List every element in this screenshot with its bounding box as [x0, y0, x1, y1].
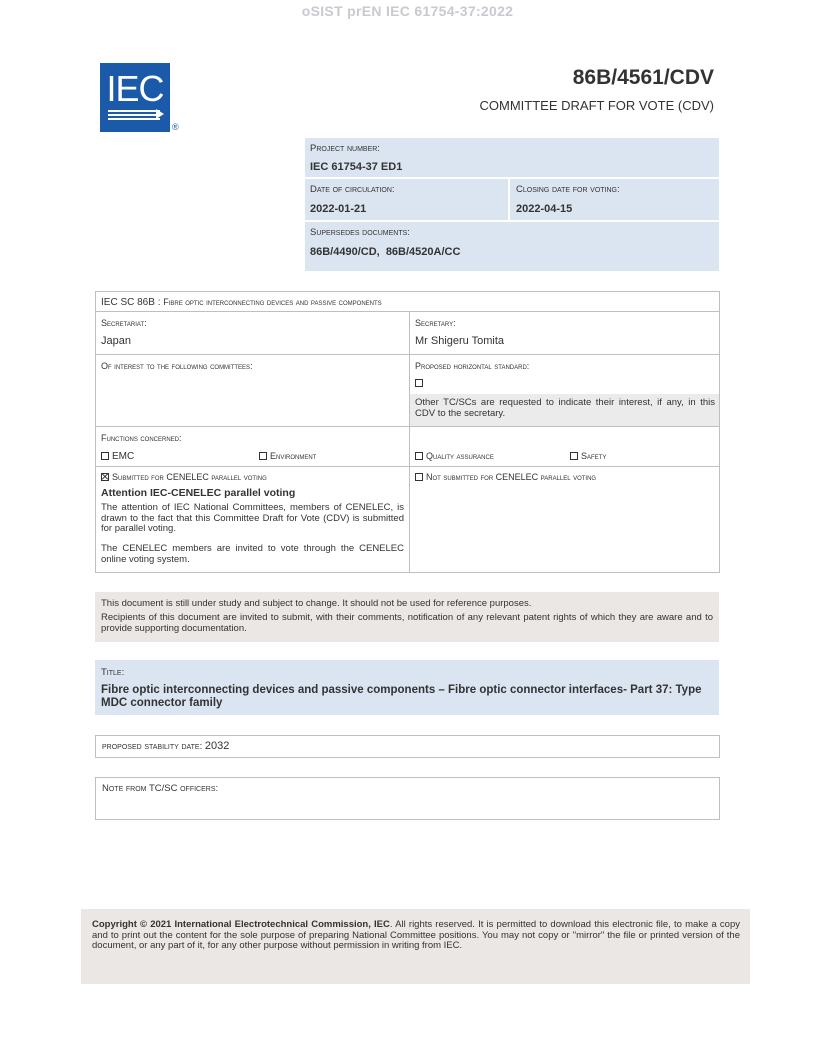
interest-label: Of interest to the following committees: [101, 361, 253, 371]
sc-prefix: IEC SC 86B : [101, 297, 164, 308]
notice-line-2: Recipients of this document are invited to submit, with their comments, notification of any relevant patent rights of which they are aware and to provide supporting documentation. [101, 612, 713, 634]
function-safety-label: Safety [581, 451, 607, 461]
secretariat-value: Japan [101, 335, 131, 347]
project-info-box [305, 138, 719, 271]
closing-date: 2022-04-15 [516, 203, 573, 215]
project-number: IEC 61754-37 ED1 [310, 161, 403, 173]
copyright-bold: Copyright © 2021 International Electrotechnical Commission, IEC [92, 919, 390, 930]
function-quality-label: Quality assurance [426, 451, 494, 461]
stability-date-box [95, 735, 720, 758]
study-notice [95, 592, 719, 642]
functions-label: Functions concerned: [101, 433, 182, 443]
title-block [95, 660, 719, 715]
checked-box-icon [101, 473, 109, 481]
stability-value: 2032 [204, 740, 230, 752]
circulation-date-label: Date of circulation: [310, 184, 395, 195]
project-number-label: Project number: [310, 143, 380, 154]
function-emc-label: EMC [112, 451, 135, 462]
stability-label: proposed stability date: [102, 741, 205, 752]
submitted-cenelec-label: Submitted for CENELEC parallel voting [112, 472, 267, 482]
function-environment[interactable] [259, 451, 316, 462]
document-type: COMMITTEE DRAFT FOR VOTE (CDV) [479, 98, 714, 113]
committee-table [95, 291, 720, 573]
secretary-value: Mr Shigeru Tomita [415, 335, 505, 347]
logo-text: IEC [106, 68, 164, 109]
supersedes-label: Supersedes documents: [310, 227, 410, 238]
sc-header [101, 297, 382, 308]
stability-date [102, 740, 229, 752]
horizontal-checkbox[interactable] [415, 378, 426, 389]
copyright-body: . All rights reserved. It is permitted to download this electronic file, to make a copy and to print out the content for the sole purpose of preparing National Committee positions. You may not copy or "mirror" the file or printed version of the document, or any part of it, for any other purpose without permission in writing from IEC. [92, 919, 740, 951]
document-title: Fibre optic interconnecting devices and passive components – Fibre optic connector interfaces- Part 37: Type MDC connector family [101, 684, 702, 709]
function-emc[interactable] [101, 451, 134, 462]
attention-text-1: The attention of IEC National Committees, members of CENELEC, is drawn to the fact that this Committee Draft for Vote (CDV) is submitted for parallel voting. [101, 502, 404, 534]
supersedes-documents: 86B/4490/CD, 86B/4520A/CC [310, 246, 461, 258]
title-label: Title: [101, 667, 125, 678]
function-safety[interactable] [570, 451, 606, 462]
secretary-label: Secretary: [415, 318, 456, 328]
closing-date-label: Closing date for voting: [516, 184, 620, 195]
officers-note-label: Note from TC/SC officers: [102, 783, 219, 794]
copyright-text [92, 920, 740, 952]
watermark: oSIST prEN IEC 61754-37:2022 [301, 3, 514, 19]
attention-text-2: The CENELEC members are invited to vote through the CENELEC online voting system. [101, 543, 404, 565]
officers-note-box [95, 777, 720, 820]
horizontal-note: Other TC/SCs are requested to indicate their interest, if any, in this CDV to the secretary. [415, 397, 715, 419]
not-submitted-cenelec-label: Not submitted for CENELEC parallel voting [426, 472, 597, 482]
circulation-date: 2022-01-21 [310, 203, 367, 215]
function-quality[interactable] [415, 451, 494, 462]
not-submitted-cenelec[interactable] [415, 472, 596, 483]
horizontal-standard-label: Proposed horizontal standard: [415, 361, 530, 371]
secretariat-label: Secretariat: [101, 318, 147, 328]
document-reference: 86B/4561/CDV [572, 66, 714, 89]
copyright-notice [81, 909, 750, 984]
attention-title: Attention IEC-CENELEC parallel voting [101, 487, 296, 499]
function-environment-label: Environment [270, 451, 317, 461]
iec-logo [100, 63, 170, 132]
sc-name: Fibre optic interconnecting devices and passive components [163, 297, 382, 307]
registered-mark: ® [172, 122, 179, 132]
notice-line-1: This document is still under study and subject to change. It should not be used for reference purposes. [101, 598, 532, 609]
submitted-cenelec[interactable] [101, 472, 267, 483]
